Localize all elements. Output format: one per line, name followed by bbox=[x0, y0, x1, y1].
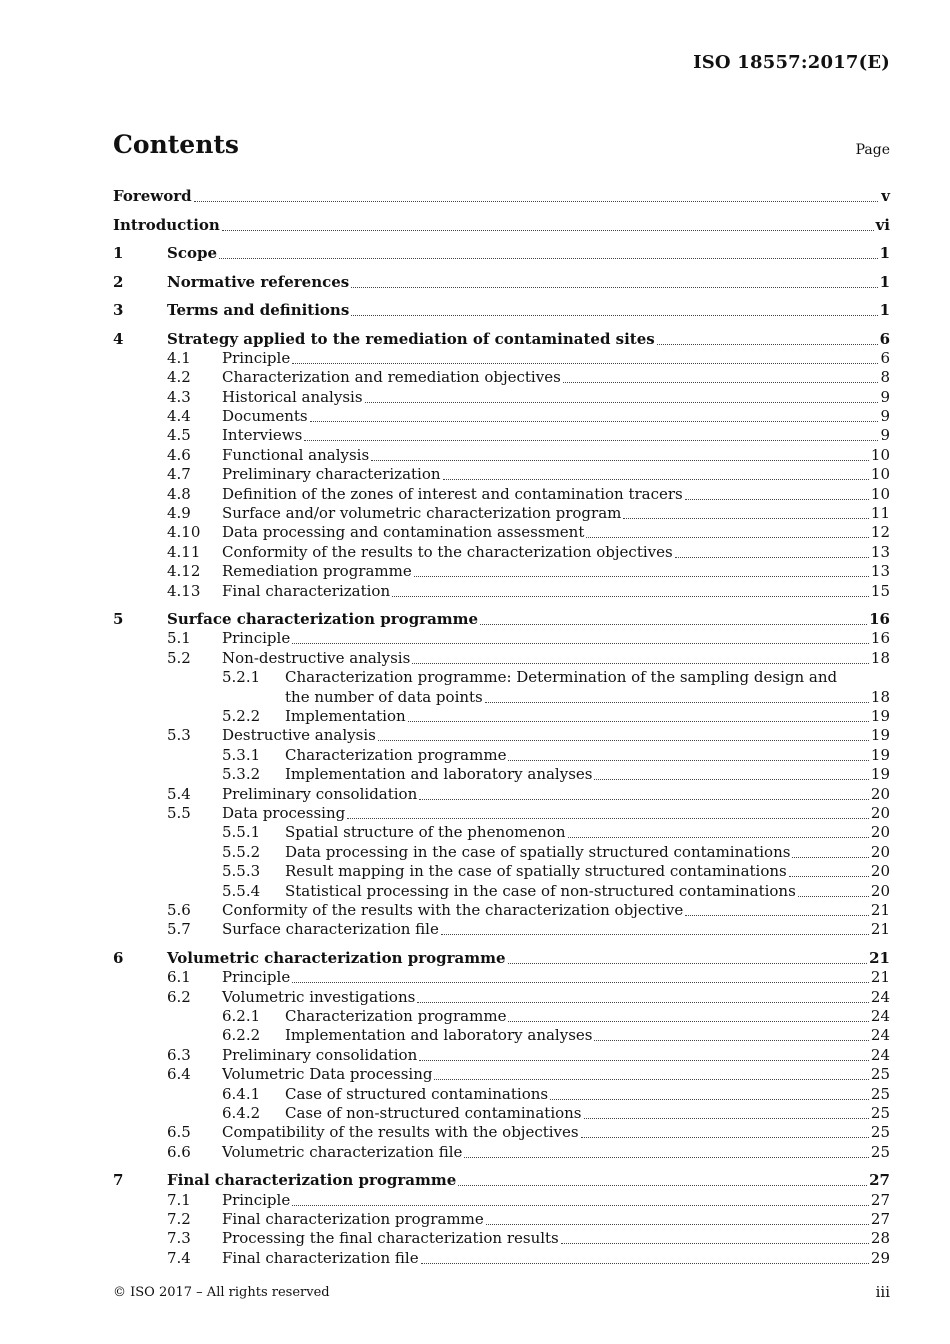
toc-entry-page: 1 bbox=[879, 272, 890, 291]
dot-leader bbox=[675, 556, 869, 558]
dot-leader bbox=[563, 381, 878, 383]
toc-entry-title: Remediation programme bbox=[222, 562, 412, 581]
toc-entry-page: 1 bbox=[879, 301, 890, 319]
dot-leader bbox=[351, 286, 877, 288]
toc-entry-title: Data processing in the case of spatially structured contaminations bbox=[285, 842, 791, 861]
toc-entry-number: 5.3 bbox=[167, 726, 191, 745]
toc-entry-title: Principle bbox=[222, 1190, 291, 1209]
table-of-contents bbox=[113, 186, 890, 1268]
dot-leader bbox=[292, 981, 869, 983]
toc-entry-title: Volumetric characterization file bbox=[222, 1142, 463, 1161]
toc-entry[interactable] bbox=[113, 445, 890, 464]
dot-leader bbox=[561, 1242, 869, 1244]
toc-entry[interactable] bbox=[113, 465, 890, 484]
dot-leader bbox=[594, 1039, 868, 1041]
toc-entry[interactable] bbox=[113, 349, 890, 368]
toc-entry-title: Interviews bbox=[222, 426, 303, 445]
toc-entry-title: Volumetric characterization programme bbox=[167, 948, 506, 967]
toc-entry-title: Strategy applied to the remediation of contaminated sites bbox=[167, 329, 655, 348]
toc-entry[interactable] bbox=[113, 186, 890, 206]
toc-entry[interactable] bbox=[113, 707, 890, 726]
toc-entry-title: Result mapping in the case of spatially structured contaminations bbox=[285, 862, 787, 881]
toc-entry[interactable] bbox=[113, 745, 890, 764]
dot-leader bbox=[789, 875, 869, 877]
toc-entry-title: Final characterization file bbox=[222, 1248, 419, 1267]
toc-entry-title: Conformity of the results with the characterization objective bbox=[222, 900, 684, 919]
toc-entry-number: 5.1 bbox=[167, 629, 191, 648]
toc-entry-number: 4.9 bbox=[167, 504, 191, 523]
toc-entry-number: 5.4 bbox=[167, 784, 191, 803]
toc-entry-page: 13 bbox=[870, 562, 890, 581]
toc-entry[interactable] bbox=[113, 609, 890, 629]
toc-entry[interactable] bbox=[113, 523, 890, 542]
toc-entry-page: 10 bbox=[870, 445, 890, 464]
toc-entry-number: 4.7 bbox=[167, 465, 191, 484]
toc-entry-page: 27 bbox=[869, 1171, 890, 1190]
copyright-notice: © ISO 2017 – All rights reserved bbox=[113, 1285, 330, 1300]
toc-entry-page: 6 bbox=[880, 348, 890, 367]
toc-entry[interactable] bbox=[113, 1142, 890, 1161]
toc-entry-page: 20 bbox=[870, 862, 890, 881]
dot-leader bbox=[798, 895, 869, 897]
toc-entry-title: Final characterization bbox=[222, 581, 391, 600]
dot-leader bbox=[508, 962, 868, 964]
toc-entry-number: 6.2.2 bbox=[222, 1026, 261, 1045]
toc-entry-page: vi bbox=[875, 215, 890, 234]
toc-entry-page: 19 bbox=[870, 745, 890, 764]
dot-leader bbox=[792, 856, 868, 858]
dot-leader bbox=[408, 720, 869, 722]
dot-leader bbox=[392, 595, 869, 597]
toc-entry[interactable] bbox=[113, 1210, 890, 1229]
toc-entry-number: 4.8 bbox=[167, 484, 191, 503]
toc-entry-page: 9 bbox=[880, 407, 890, 426]
toc-entry-title: Introduction bbox=[113, 215, 220, 234]
toc-entry[interactable] bbox=[113, 215, 890, 235]
toc-entry-number: 5.5.4 bbox=[222, 881, 261, 900]
dot-leader bbox=[685, 914, 869, 916]
toc-entry[interactable] bbox=[113, 1065, 890, 1084]
toc-entry-page: 21 bbox=[870, 968, 890, 987]
toc-entry-title: Surface characterization file bbox=[222, 920, 439, 939]
toc-entry[interactable] bbox=[113, 426, 890, 445]
toc-entry-page: 25 bbox=[870, 1103, 890, 1122]
toc-entry-number: 5.5 bbox=[167, 803, 191, 822]
toc-entry-number: 5.5.3 bbox=[222, 862, 261, 881]
toc-entry-number: 7.1 bbox=[167, 1190, 191, 1209]
toc-entry[interactable] bbox=[113, 1026, 890, 1045]
toc-entry-title: Characterization and remediation objectives bbox=[222, 368, 561, 387]
toc-entry[interactable] bbox=[113, 862, 890, 881]
dot-leader bbox=[219, 257, 878, 259]
toc-entry-number: 4.12 bbox=[167, 562, 201, 581]
toc-entry-page: 6 bbox=[879, 329, 890, 348]
toc-entry[interactable] bbox=[113, 1123, 890, 1142]
toc-entry-page: 20 bbox=[870, 823, 890, 842]
toc-entry-number: 7.3 bbox=[167, 1229, 191, 1248]
toc-entry-number: 6.3 bbox=[167, 1045, 191, 1064]
toc-entry-page: 15 bbox=[870, 581, 890, 600]
toc-entry[interactable] bbox=[113, 272, 890, 292]
toc-entry-page: 16 bbox=[870, 629, 890, 648]
toc-entry-page: 20 bbox=[870, 881, 890, 900]
toc-entry-page: 19 bbox=[870, 765, 890, 784]
toc-entry-number: 6.4.2 bbox=[222, 1103, 261, 1122]
toc-entry[interactable] bbox=[113, 1104, 890, 1123]
dot-leader bbox=[458, 1184, 867, 1186]
toc-entry-number: 4.6 bbox=[167, 445, 191, 464]
dot-leader bbox=[347, 817, 869, 819]
dot-leader bbox=[378, 739, 869, 741]
toc-entry-number: 5.5.2 bbox=[222, 842, 261, 861]
toc-entry-title: Case of non-structured contaminations bbox=[285, 1103, 582, 1122]
toc-entry[interactable] bbox=[113, 901, 890, 920]
toc-entry-title: Functional analysis bbox=[222, 445, 370, 464]
toc-entry-page: 13 bbox=[870, 542, 890, 561]
toc-entry-title: Foreword bbox=[113, 187, 192, 205]
toc-entry-page: 19 bbox=[870, 726, 890, 745]
toc-entry[interactable] bbox=[113, 842, 890, 861]
page-number: iii bbox=[875, 1283, 890, 1301]
document-header: ISO 18557:2017(E) bbox=[693, 52, 890, 73]
toc-entry-title: Destructive analysis bbox=[222, 726, 376, 745]
toc-entry-number: 5.2 bbox=[167, 648, 191, 667]
toc-entry[interactable] bbox=[113, 765, 890, 784]
toc-entry-title: Case of structured contaminations bbox=[285, 1084, 549, 1103]
toc-entry-page: 11 bbox=[870, 504, 890, 523]
toc-entry-number: 5 bbox=[113, 610, 124, 629]
toc-entry-page: 20 bbox=[870, 803, 890, 822]
dot-leader bbox=[443, 478, 869, 480]
toc-entry-title: Scope bbox=[167, 244, 218, 262]
toc-entry-title: Characterization programme: Determination of the sampling design and bbox=[285, 668, 838, 687]
toc-entry-number: 7.2 bbox=[167, 1210, 191, 1229]
toc-entry[interactable] bbox=[113, 687, 890, 706]
toc-entry-title: Preliminary consolidation bbox=[222, 784, 418, 803]
toc-entry-number: 3 bbox=[113, 301, 124, 319]
toc-entry-number: 5.7 bbox=[167, 920, 191, 939]
dot-leader bbox=[581, 1136, 869, 1138]
toc-entry-number: 7.4 bbox=[167, 1248, 191, 1267]
toc-entry[interactable] bbox=[113, 1190, 890, 1209]
toc-entry-page: 20 bbox=[870, 784, 890, 803]
toc-entry-title: Surface and/or volumetric characterization program bbox=[222, 504, 622, 523]
toc-entry-page: 24 bbox=[870, 1007, 890, 1025]
toc-entry-title: Characterization programme bbox=[285, 1007, 507, 1025]
toc-entry-number: 5.3.1 bbox=[222, 745, 261, 764]
dot-leader bbox=[508, 759, 868, 761]
toc-entry[interactable] bbox=[113, 668, 890, 687]
toc-entry-page: 20 bbox=[870, 842, 890, 861]
toc-entry-number: 4.5 bbox=[167, 426, 191, 445]
toc-entry[interactable] bbox=[113, 1229, 890, 1248]
toc-entry-number: 4.13 bbox=[167, 581, 201, 600]
toc-entry-page: 18 bbox=[870, 648, 890, 667]
dot-leader bbox=[292, 1204, 869, 1206]
toc-entry[interactable] bbox=[113, 1007, 890, 1026]
dot-leader bbox=[310, 420, 878, 422]
toc-entry-number: 5.6 bbox=[167, 900, 191, 919]
toc-entry-number: 2 bbox=[113, 272, 124, 291]
toc-entry[interactable] bbox=[113, 987, 890, 1006]
toc-entry[interactable] bbox=[113, 407, 890, 426]
dot-leader bbox=[419, 798, 869, 800]
toc-entry[interactable] bbox=[113, 968, 890, 987]
toc-entry-title: Volumetric investigations bbox=[222, 987, 416, 1006]
toc-entry-page: 24 bbox=[870, 987, 890, 1006]
toc-entry-number: 6.2.1 bbox=[222, 1007, 261, 1025]
toc-entry-page: 24 bbox=[870, 1026, 890, 1045]
dot-leader bbox=[657, 343, 878, 345]
toc-entry-number: 4.11 bbox=[167, 542, 201, 561]
toc-entry-title: Principle bbox=[222, 968, 291, 987]
toc-entry-number: 5.2.2 bbox=[222, 707, 261, 726]
toc-entry-page: 25 bbox=[870, 1142, 890, 1161]
toc-entry-page: 21 bbox=[870, 920, 890, 939]
dot-leader bbox=[419, 1059, 869, 1061]
toc-entry-page: 16 bbox=[869, 610, 890, 629]
toc-entry[interactable] bbox=[113, 387, 890, 406]
toc-entry-title: Data processing bbox=[222, 803, 346, 822]
dot-leader bbox=[486, 1223, 869, 1225]
toc-entry-title: Preliminary characterization bbox=[222, 465, 441, 484]
toc-entry[interactable] bbox=[113, 300, 890, 320]
toc-entry-number: 4.4 bbox=[167, 407, 191, 426]
page-column-label: Page bbox=[855, 142, 890, 158]
toc-entry-number: 6.1 bbox=[167, 968, 191, 987]
toc-entry-title: Data processing and contamination assessment bbox=[222, 523, 585, 542]
toc-entry-page: 25 bbox=[870, 1065, 890, 1084]
toc-entry[interactable] bbox=[113, 1248, 890, 1267]
toc-entry[interactable] bbox=[113, 1084, 890, 1103]
toc-entry[interactable] bbox=[113, 581, 890, 600]
toc-entry-number: 7 bbox=[113, 1171, 124, 1190]
toc-entry-number: 6.2 bbox=[167, 987, 191, 1006]
toc-entry-title: Normative references bbox=[167, 272, 350, 291]
toc-entry[interactable] bbox=[113, 484, 890, 503]
toc-entry-title: Principle bbox=[222, 348, 291, 367]
toc-entry-title: Preliminary consolidation bbox=[222, 1045, 418, 1064]
dot-leader bbox=[685, 498, 869, 500]
toc-entry-page: 28 bbox=[870, 1229, 890, 1248]
toc-entry-title: Final characterization programme bbox=[167, 1171, 457, 1190]
toc-entry-page: 8 bbox=[880, 368, 890, 387]
toc-entry-number: 6 bbox=[113, 948, 124, 967]
toc-entry-number: 6.6 bbox=[167, 1142, 191, 1161]
toc-entry-number: 4.10 bbox=[167, 523, 201, 542]
dot-leader bbox=[464, 1156, 868, 1158]
toc-entry-title: Principle bbox=[222, 629, 291, 648]
toc-entry-page: 9 bbox=[880, 426, 890, 445]
toc-entry-number: 5.5.1 bbox=[222, 823, 261, 842]
toc-entry-title: Non-destructive analysis bbox=[222, 648, 411, 667]
toc-entry-page: 27 bbox=[870, 1190, 890, 1209]
dot-leader bbox=[550, 1098, 869, 1100]
dot-leader bbox=[417, 1001, 869, 1003]
toc-entry-title: Processing the final characterization results bbox=[222, 1229, 559, 1248]
toc-entry-number: 4.2 bbox=[167, 368, 191, 387]
toc-entry-title: Documents bbox=[222, 407, 308, 426]
dot-leader bbox=[412, 662, 869, 664]
toc-entry-page: 9 bbox=[880, 387, 890, 406]
toc-entry-number: 4.1 bbox=[167, 348, 191, 367]
toc-entry-number: 4.3 bbox=[167, 387, 191, 406]
toc-entry-page: 1 bbox=[879, 244, 890, 262]
toc-entry-page: 10 bbox=[870, 484, 890, 503]
toc-entry-title: Surface characterization programme bbox=[167, 610, 479, 629]
dot-leader bbox=[434, 1078, 868, 1080]
dot-leader bbox=[584, 1117, 869, 1119]
dot-leader bbox=[586, 536, 869, 538]
toc-entry-number: 5.2.1 bbox=[222, 668, 261, 687]
toc-entry[interactable] bbox=[113, 948, 890, 968]
toc-entry-number: 5.3.2 bbox=[222, 765, 261, 784]
toc-entry-title: Terms and definitions bbox=[167, 301, 350, 319]
toc-entry[interactable] bbox=[113, 804, 890, 823]
toc-entry-number: 6.5 bbox=[167, 1123, 191, 1142]
toc-entry-number: 4 bbox=[113, 329, 124, 348]
toc-entry[interactable] bbox=[113, 562, 890, 581]
toc-entry-title: Historical analysis bbox=[222, 387, 363, 406]
toc-entry-page: 25 bbox=[870, 1084, 890, 1103]
dot-leader bbox=[304, 439, 878, 441]
toc-entry-title: Implementation and laboratory analyses bbox=[285, 765, 593, 784]
toc-entry[interactable] bbox=[113, 881, 890, 900]
toc-entry-page: 10 bbox=[870, 465, 890, 484]
toc-entry-title: Statistical processing in the case of non-structured contaminations bbox=[285, 881, 796, 900]
dot-leader bbox=[508, 1020, 868, 1022]
toc-entry-title: Definition of the zones of interest and contamination tracers bbox=[222, 484, 683, 503]
toc-entry-page: 27 bbox=[870, 1210, 890, 1229]
toc-entry-title: Implementation and laboratory analyses bbox=[285, 1026, 593, 1045]
page-title: Contents bbox=[113, 130, 240, 159]
toc-entry-page: 24 bbox=[870, 1045, 890, 1064]
dot-leader bbox=[194, 200, 878, 202]
toc-entry[interactable] bbox=[113, 629, 890, 648]
toc-entry-page: 12 bbox=[870, 523, 890, 542]
toc-entry-number: 6.4 bbox=[167, 1065, 191, 1084]
toc-entry-title: Final characterization programme bbox=[222, 1210, 484, 1229]
toc-entry[interactable] bbox=[113, 1045, 890, 1064]
dot-leader bbox=[351, 314, 877, 316]
toc-entry[interactable] bbox=[113, 504, 890, 523]
dot-leader bbox=[441, 933, 869, 935]
toc-entry[interactable] bbox=[113, 784, 890, 803]
dot-leader bbox=[292, 362, 878, 364]
toc-entry-page: 21 bbox=[869, 948, 890, 967]
toc-entry-title: Characterization programme bbox=[285, 745, 507, 764]
toc-entry[interactable] bbox=[113, 542, 890, 561]
toc-entry[interactable] bbox=[113, 920, 890, 939]
dot-leader bbox=[480, 623, 867, 625]
toc-entry-title: Conformity of the results to the characterization objectives bbox=[222, 542, 673, 561]
toc-entry-title: Spatial structure of the phenomenon bbox=[285, 823, 566, 842]
toc-entry[interactable] bbox=[113, 329, 890, 349]
toc-entry-page: 21 bbox=[870, 900, 890, 919]
dot-leader bbox=[485, 701, 869, 703]
dot-leader bbox=[623, 517, 869, 519]
toc-entry-page: 19 bbox=[870, 707, 890, 726]
toc-entry-title: Compatibility of the results with the objectives bbox=[222, 1123, 579, 1142]
toc-entry[interactable] bbox=[113, 368, 890, 387]
toc-entry[interactable] bbox=[113, 726, 890, 745]
toc-entry-number: 6.4.1 bbox=[222, 1084, 261, 1103]
dot-leader bbox=[414, 575, 869, 577]
toc-entry[interactable] bbox=[113, 1170, 890, 1190]
toc-entry[interactable] bbox=[113, 648, 890, 667]
toc-entry-title: Volumetric Data processing bbox=[222, 1065, 433, 1084]
dot-leader bbox=[222, 229, 874, 231]
dot-leader bbox=[421, 1262, 869, 1264]
toc-entry-title: the number of data points bbox=[285, 687, 483, 706]
dot-leader bbox=[365, 401, 878, 403]
toc-entry-page: 18 bbox=[870, 687, 890, 706]
toc-entry[interactable] bbox=[113, 243, 890, 263]
dot-leader bbox=[568, 836, 869, 838]
dot-leader bbox=[594, 778, 868, 780]
dot-leader bbox=[292, 642, 869, 644]
toc-entry-number: 1 bbox=[113, 244, 124, 262]
toc-entry-page: 29 bbox=[870, 1248, 890, 1267]
toc-entry-page: v bbox=[881, 187, 890, 205]
toc-entry-page: 25 bbox=[870, 1123, 890, 1142]
toc-entry-title: Implementation bbox=[285, 707, 406, 726]
dot-leader bbox=[371, 459, 869, 461]
toc-entry[interactable] bbox=[113, 823, 890, 842]
